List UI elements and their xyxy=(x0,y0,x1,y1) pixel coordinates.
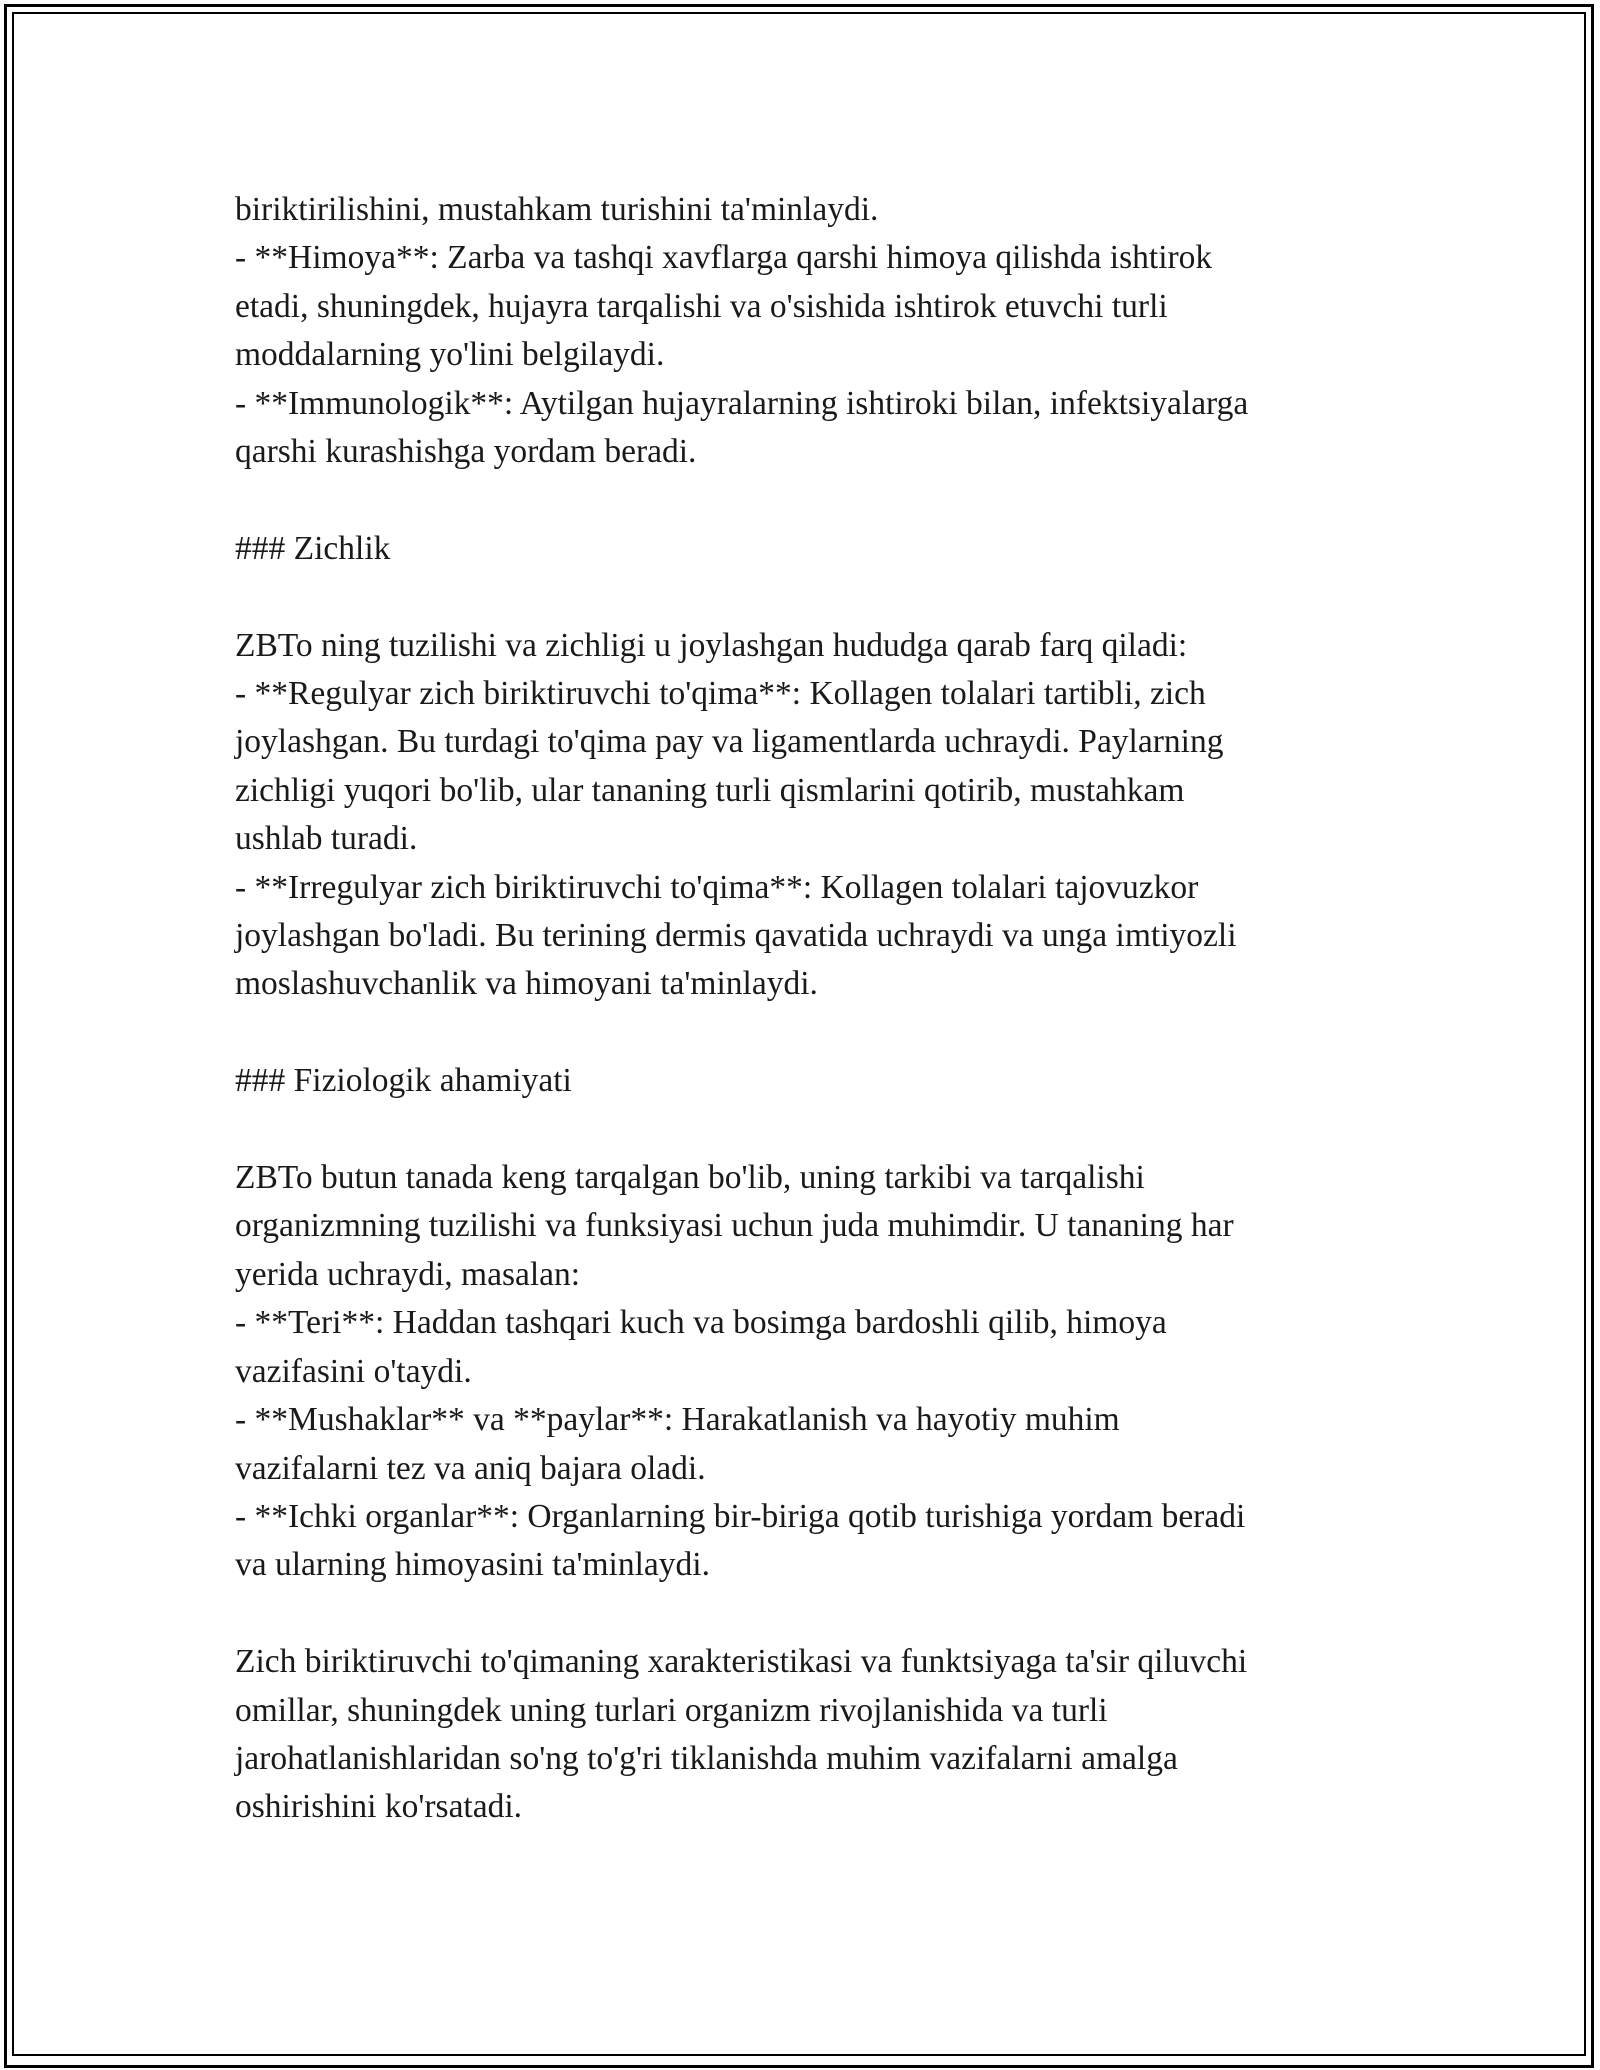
text-line: organizmning tuzilishi va funksiyasi uchun juda muhimdir. U tananing har xyxy=(235,1207,1234,1245)
text-line: - **Regulyar zich biriktiruvchi to'qima**: Kollagen tolalari tartibli, zich xyxy=(235,675,1206,713)
text-line: moddalarning yo'lini belgilaydi. xyxy=(235,336,665,374)
text-line: ZBTo ning tuzilishi va zichligi u joylashgan hududga qarab farq qiladi: xyxy=(235,626,1188,664)
text-line: joylashgan bo'ladi. Bu terining dermis qavatida uchraydi va unga imtiyozli xyxy=(235,917,1237,955)
text-line: vazifasini o'taydi. xyxy=(235,1352,472,1390)
blank-line xyxy=(235,1009,1375,1057)
text-line: biriktirilishini, mustahkam turishini ta'minlaydi. xyxy=(235,191,879,228)
text-line: qarshi kurashishga yordam beradi. xyxy=(235,433,697,471)
text-line: vazifalarni tez va aniq bajara oladi. xyxy=(235,1449,706,1487)
blank-line xyxy=(235,573,1375,621)
section-heading: ### Fiziologik ahamiyati xyxy=(235,1062,572,1100)
text-line: Zich biriktiruvchi to'qimaning xarakteristikasi va funktsiyaga ta'sir qiluvchi xyxy=(235,1643,1248,1681)
text-line: moslashuvchanlik va himoyani ta'minlaydi. xyxy=(235,965,818,1003)
text-line: - **Ichki organlar**: Organlarning bir-biriga qotib turishiga yordam beradi xyxy=(235,1497,1246,1535)
text-line: ZBTo butun tanada keng tarqalgan bo'lib, uning tarkibi va tarqalishi xyxy=(235,1159,1145,1197)
text-line: va ularning himoyasini ta'minlaydi. xyxy=(235,1546,710,1584)
text-line: - **Immunologik**: Aytilgan hujayralarning ishtiroki bilan, infektsiyalarga xyxy=(235,384,1249,422)
text-line: - **Irregulyar zich biriktiruvchi to'qima**: Kollagen tolalari tajovuzkor xyxy=(235,868,1199,906)
section-heading: ### Zichlik xyxy=(235,529,391,567)
text-line: joylashgan. Bu turdagi to'qima pay va ligamentlarda uchraydi. Paylarning xyxy=(235,723,1224,761)
text-line: jarohatlanishlaridan so'ng to'g'ri tiklanishda muhim vazifalarni amalga xyxy=(235,1739,1178,1777)
blank-line xyxy=(235,1106,1375,1154)
text-line: yerida uchraydi, masalan: xyxy=(235,1255,581,1293)
text-line: oshirishini ko'rsatadi. xyxy=(235,1788,523,1826)
text-line: - **Mushaklar** va **paylar**: Harakatlanish va hayotiy muhim xyxy=(235,1401,1120,1439)
text-line: zichligi yuqori bo'lib, ular tananing turli qismlarini qotirib, mustahkam xyxy=(235,771,1185,809)
text-line: omillar, shuningdek uning turlari organizm rivojlanishida va turli xyxy=(235,1691,1108,1729)
blank-line xyxy=(235,1590,1375,1638)
blank-line xyxy=(235,476,1375,524)
text-line: ushlab turadi. xyxy=(235,820,418,858)
text-line: - **Teri**: Haddan tashqari kuch va bosimga bardoshli qilib, himoya xyxy=(235,1304,1167,1342)
text-line: etadi, shuningdek, hujayra tarqalishi va o'sishida ishtirok etuvchi turli xyxy=(235,287,1168,325)
text-line: - **Himoya**: Zarba va tashqi xavflarga qarshi himoya qilishda ishtirok xyxy=(235,239,1213,277)
document-body xyxy=(235,186,1375,1832)
